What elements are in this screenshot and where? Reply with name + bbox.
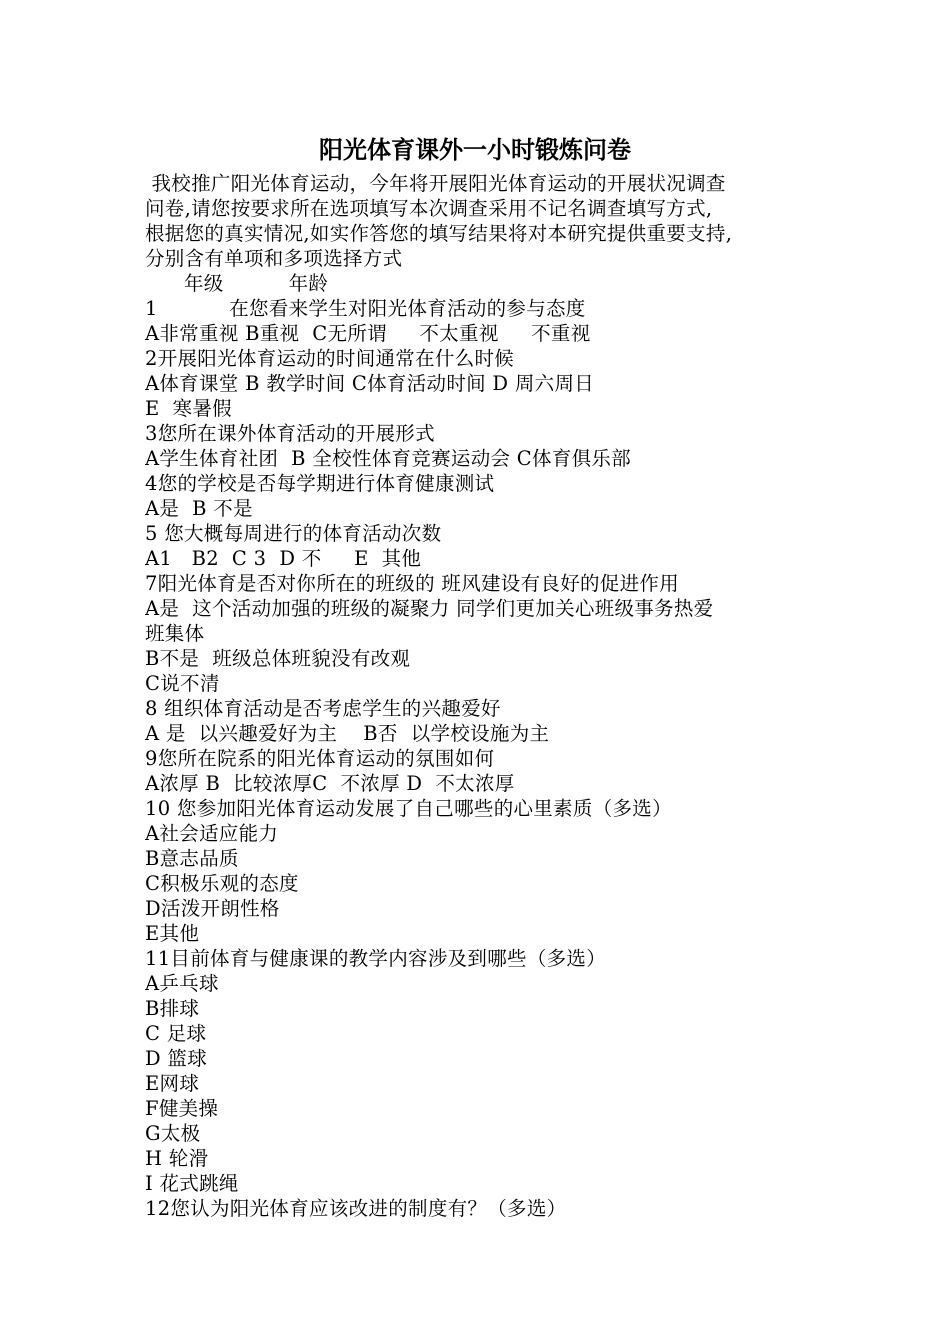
intro-line: 我校推广阳光体育运动，今年将开展阳光体育运动的开展状况调查 [145, 172, 726, 195]
question-line: A是 B 不是 [145, 497, 253, 520]
question-line: 班集体 [145, 622, 205, 645]
question-line: 12您认为阳光体育应该改进的制度有？（多选） [145, 1197, 567, 1220]
question-line: C 足球 [145, 1022, 207, 1045]
question-line: A非常重视 B重视 C无所谓 不太重视 不重视 [145, 322, 591, 345]
intro-line: 根据您的真实情况,如实作答您的填写结果将对本研究提供重要支持, [145, 222, 733, 245]
question-line: 9您所在院系的阳光体育运动的氛围如何 [145, 747, 495, 770]
question-line: 5 您大概每周进行的体育活动次数 [145, 522, 442, 545]
question-line: 11目前体育与健康课的教学内容涉及到哪些（多选） [145, 947, 607, 970]
question-line: B排球 [145, 997, 200, 1020]
question-list [145, 296, 825, 1221]
question-line: G太极 [145, 1122, 201, 1145]
question-line: A学生体育社团 B 全校性体育竞赛运动会 C体育俱乐部 [145, 447, 632, 470]
question-line: A体育课堂 B 教学时间 C体育活动时间 D 周六周日 [145, 372, 595, 395]
question-line: E其他 [145, 922, 200, 945]
question-line: A1 B2 C 3 D 不 E 其他 [145, 547, 422, 570]
document-title: 阳光体育课外一小时锻炼问卷 [319, 136, 631, 164]
question-line: E网球 [145, 1072, 200, 1095]
question-line: C说不清 [145, 672, 220, 695]
document-body [145, 171, 825, 1221]
question-line: 1 在您看来学生对阳光体育活动的参与态度 [145, 297, 586, 320]
question-line: A 是 以兴趣爱好为主 B否 以学校设施为主 [145, 722, 550, 745]
grade-age-fields: 年级 年龄 [145, 272, 329, 295]
question-line: B不是 班级总体班貌没有改观 [145, 647, 411, 670]
question-line: 8 组织体育活动是否考虑学生的兴趣爱好 [145, 697, 501, 720]
question-line: 2开展阳光体育运动的时间通常在什么时候 [145, 347, 515, 370]
question-line: D 篮球 [145, 1047, 208, 1070]
question-line: F健美操 [145, 1097, 219, 1120]
question-line: 3您所在课外体育活动的开展形式 [145, 422, 435, 445]
question-line: B意志品质 [145, 847, 239, 870]
question-line: A乒乓球 [145, 972, 219, 995]
question-line: 7阳光体育是否对你所在的班级的 班风建设有良好的促进作用 [145, 572, 680, 595]
question-line: 10 您参加阳光体育运动发展了自己哪些的心里素质（多选） [145, 797, 672, 820]
intro-line: 问卷,请您按要求所在选项填写本次调查采用不记名调查填写方式, [145, 197, 713, 220]
question-line: H 轮滑 [145, 1147, 209, 1170]
question-line: A社会适应能力 [145, 822, 279, 845]
question-line: E 寒暑假 [145, 397, 232, 420]
question-line: 4您的学校是否每学期进行体育健康测试 [145, 472, 495, 495]
intro-line: 分别含有单项和多项选择方式 [145, 247, 403, 270]
question-line: A是 这个活动加强的班级的凝聚力 同学们更加关心班级事务热爱 [145, 597, 714, 620]
question-line: C积极乐观的态度 [145, 872, 299, 895]
question-line: A浓厚 B 比较浓厚C 不浓厚 D 不太浓厚 [145, 772, 515, 795]
question-line: D活泼开朗性格 [145, 897, 280, 920]
question-line: I 花式跳绳 [145, 1172, 239, 1195]
